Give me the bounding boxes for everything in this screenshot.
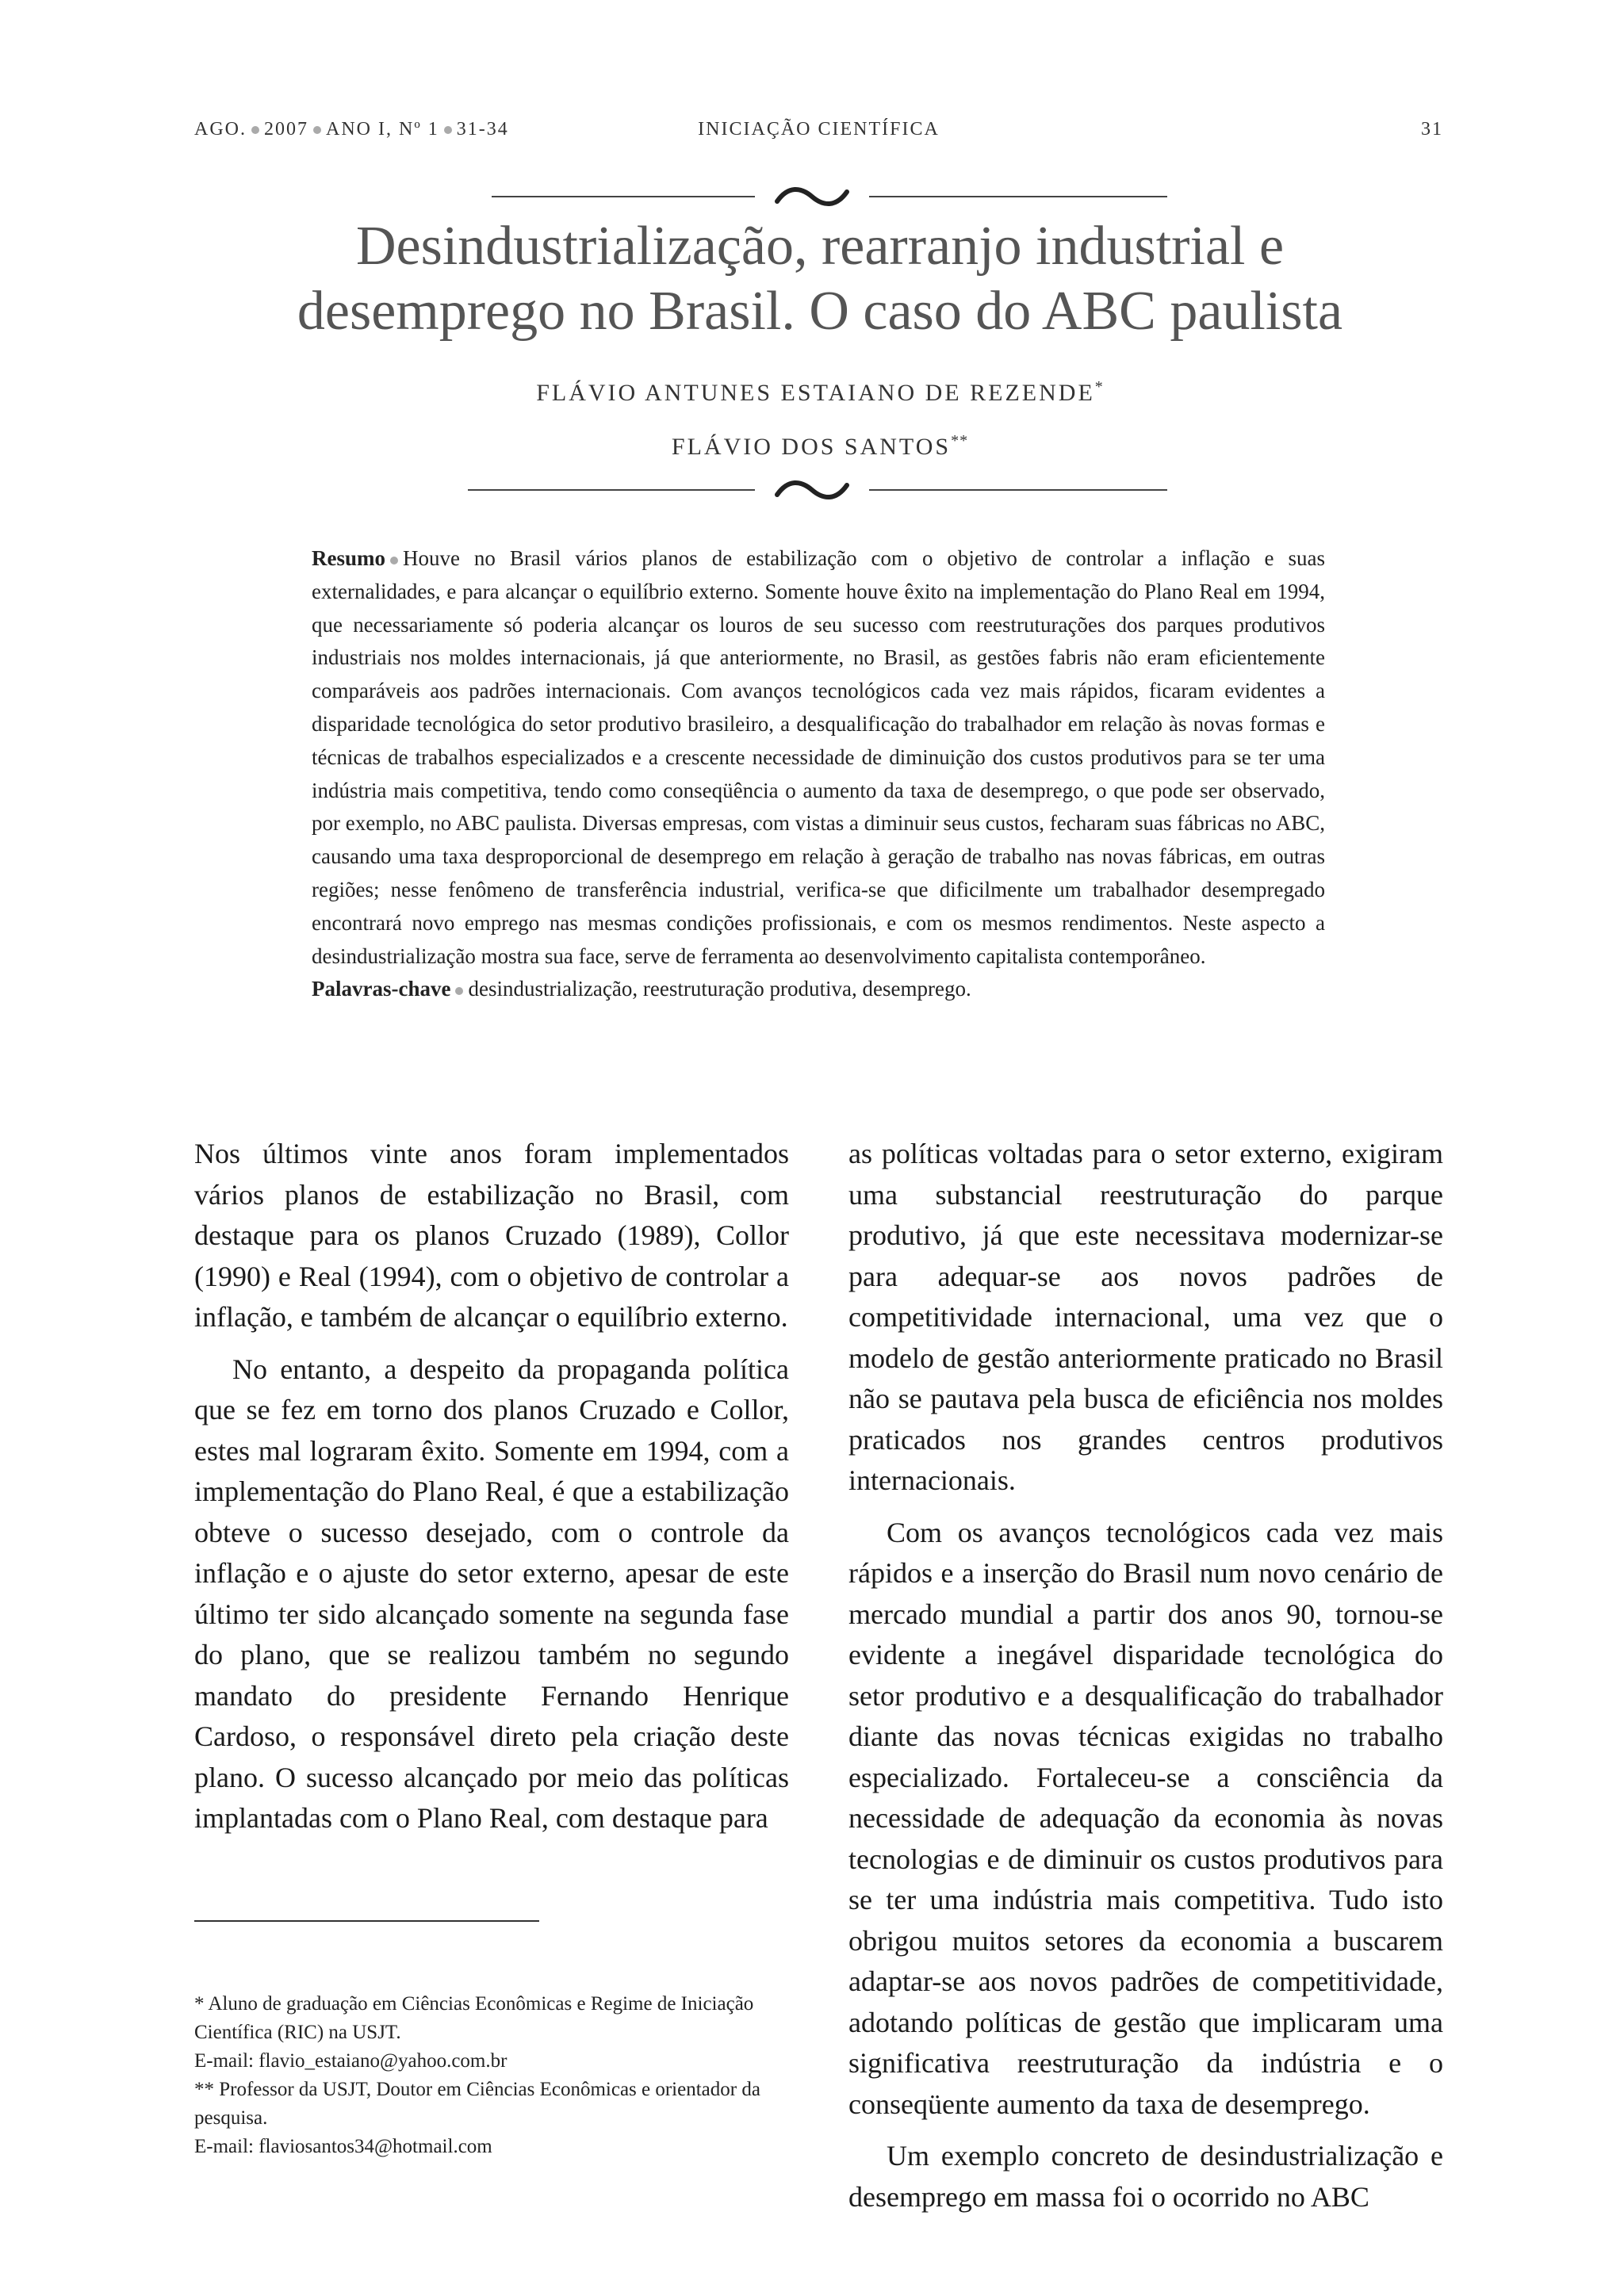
body-paragraph: No entanto, a despeito da propaganda política que se fez em torno dos planos Cruzado e Collor, estes mal lograram êxito. Somente em 1994, com a implementação do Plano Real, é que a estabilização obteve o sucesso desejado, com o controle da inflação e o ajuste do setor externo, apesar de este último ter sido alcançado somente na segunda fase do plano, que se realizou também no segundo mandato do presidente Fernando Henrique Cardoso, o responsável direto pela criação deste plano. O sucesso alcançado por meio das políticas implantadas com o Plano Real, com destaque para [194, 1353, 789, 1834]
author-2-name: FLÁVIO DOS SANTOS [671, 434, 952, 460]
authors [190, 363, 1450, 471]
issue-pages: 31-34 [456, 119, 509, 140]
footnote-rule [194, 1920, 539, 1922]
body-column-right [848, 1134, 1443, 2218]
footnote-email: E-mail: flaviosantos34@hotmail.com [194, 2136, 492, 2157]
issue-year: 2007 [264, 119, 308, 140]
abstract-text: Houve no Brasil vários planos de estabilização com o objetivo de controlar a inflação e suas externalidades, e para alcançar o equilíbrio externo. Somente houve êxito na implementação do Plano Real em 1994, que necessariamente só poderia alcançar os louros de seu sucesso com reestruturações dos parques produtivos industriais nos moldes internacionais, já que anteriormente, no Brasil, as gestões fabris não eram eficientemente comparáveis aos padrões internacionais. Com avanços tecnológicos cada vez mais rápidos, ficaram evidentes a disparidade tecnológica do setor produtivo brasileiro, a desqualificação do trabalhador em relação às novas formas e técnicas de trabalhos especializados e a crescente necessidade de diminuição dos custos produtivos para se ter uma indústria mais competitiva, tendo como conseqüência o aumento da taxa de desemprego, o que pode ser observado, por exemplo, no ABC paulista. Diversas empresas, com vistas a diminuir seus custos, fecharam suas fábricas no ABC, causando uma taxa desproporcional de desemprego em relação à geração de trabalho nas novas fábricas, em outras regiões; nesse fenômeno de transferência industrial, verifica-se que dificilmente um trabalhador desempregado encontrará novo emprego nas mesmas condições profissionais, e com os mesmos rendimentos. Neste aspecto a desindustrialização mostra sua face, serve de ferramenta ao desenvolvimento capitalista contemporâneo. [312, 546, 1325, 968]
keywords-text: desindustrialização, reestruturação produtiva, desemprego. [468, 977, 971, 1001]
body-column-left [194, 1134, 789, 1839]
separator-dot-icon [390, 557, 398, 564]
issue-date: AGO. [194, 119, 247, 140]
abstract [312, 542, 1325, 1006]
title-line-2: desemprego no Brasil. O caso do ABC paulista [297, 281, 1343, 342]
body-paragraph: Nos últimos vinte anos foram implementados vários planos de estabilização no Brasil, com destaque para os planos Cruzado (1989), Collor (1990) e Real (1994), com o objetivo de controlar a inflação, e também de alcançar o equilíbrio externo. [194, 1138, 789, 1333]
page-number: 31 [1421, 119, 1443, 140]
body-paragraph: Com os avanços tecnológicos cada vez mais rápidos e a inserção do Brasil num novo cenário de mercado mundial a partir dos anos 90, tornou-se evidente a inegável disparidade tecnológica do setor produtivo e a desqualificação do trabalhador diante das novas técnicas exigidas no trabalho especializado. Fortaleceu-se a consciência da necessidade de adequação da economia às novas tecnologias e de diminuir os custos produtivos para se ter uma indústria mais competitiva. Tudo isto obrigou muitos setores da economia a buscarem adaptar-se aos novos padrões de competitividade, adotando políticas de gestão que implicaram uma significativa reestruturação da indústria e o conseqüente aumento da taxa de desemprego. [848, 1516, 1443, 2120]
section-name: INICIAÇÃO CIENTÍFICA [698, 119, 940, 140]
top-ornament [0, 181, 1624, 212]
separator-dot-icon [455, 987, 463, 995]
body-paragraph: Um exemplo concreto de desindustrialização e desemprego em massa foi o ocorrido no ABC [848, 2140, 1443, 2213]
title-line-1: Desindustrialização, rearranjo industrial e [355, 216, 1285, 277]
ornament-rule-right [869, 196, 1167, 197]
article-title [190, 214, 1450, 344]
footnote: ** Professor da USJT, Doutor em Ciências Econômicas e orientador da pesquisa. [194, 2079, 760, 2129]
author-1-mark: * [1094, 378, 1104, 396]
abstract-paragraph [312, 542, 1325, 973]
ornament-rule-right [869, 489, 1167, 491]
body-paragraph: as políticas voltadas para o setor externo, exigiram uma substancial reestruturação do parque produtivo, já que este necessitava modernizar-se para adequar-se aos novos padrões de competitividade internacional, uma vez que o modelo de gestão anteriormente praticado no Brasil não se pautava pela busca de eficiência nos moldes praticados nos grandes centros produtivos internacionais. [848, 1138, 1443, 1496]
issue-volume: ANO I, Nº 1 [326, 119, 439, 140]
author-1-name: FLÁVIO ANTUNES ESTAIANO DE REZENDE [536, 380, 1095, 406]
abstract-label: Resumo [312, 546, 385, 570]
bottom-ornament [0, 474, 1624, 506]
author-2-mark: ** [951, 432, 969, 450]
keywords-label: Palavras-chave [312, 977, 451, 1001]
swash-ornament-icon [772, 474, 852, 506]
footnote-email: E-mail: flavio_estaiano@yahoo.com.br [194, 2050, 508, 2072]
swash-ornament-icon [772, 181, 852, 212]
keywords [312, 973, 1325, 1006]
ornament-rule-left [468, 489, 755, 491]
footnote: * Aluno de graduação em Ciências Econômicas e Regime de Iniciação Científica (RIC) na USJT. [194, 1993, 754, 2043]
footnotes [194, 1990, 797, 2161]
author-2 [190, 417, 1450, 471]
running-header [194, 119, 1443, 151]
ornament-rule-left [492, 196, 755, 197]
author-1 [190, 363, 1450, 417]
